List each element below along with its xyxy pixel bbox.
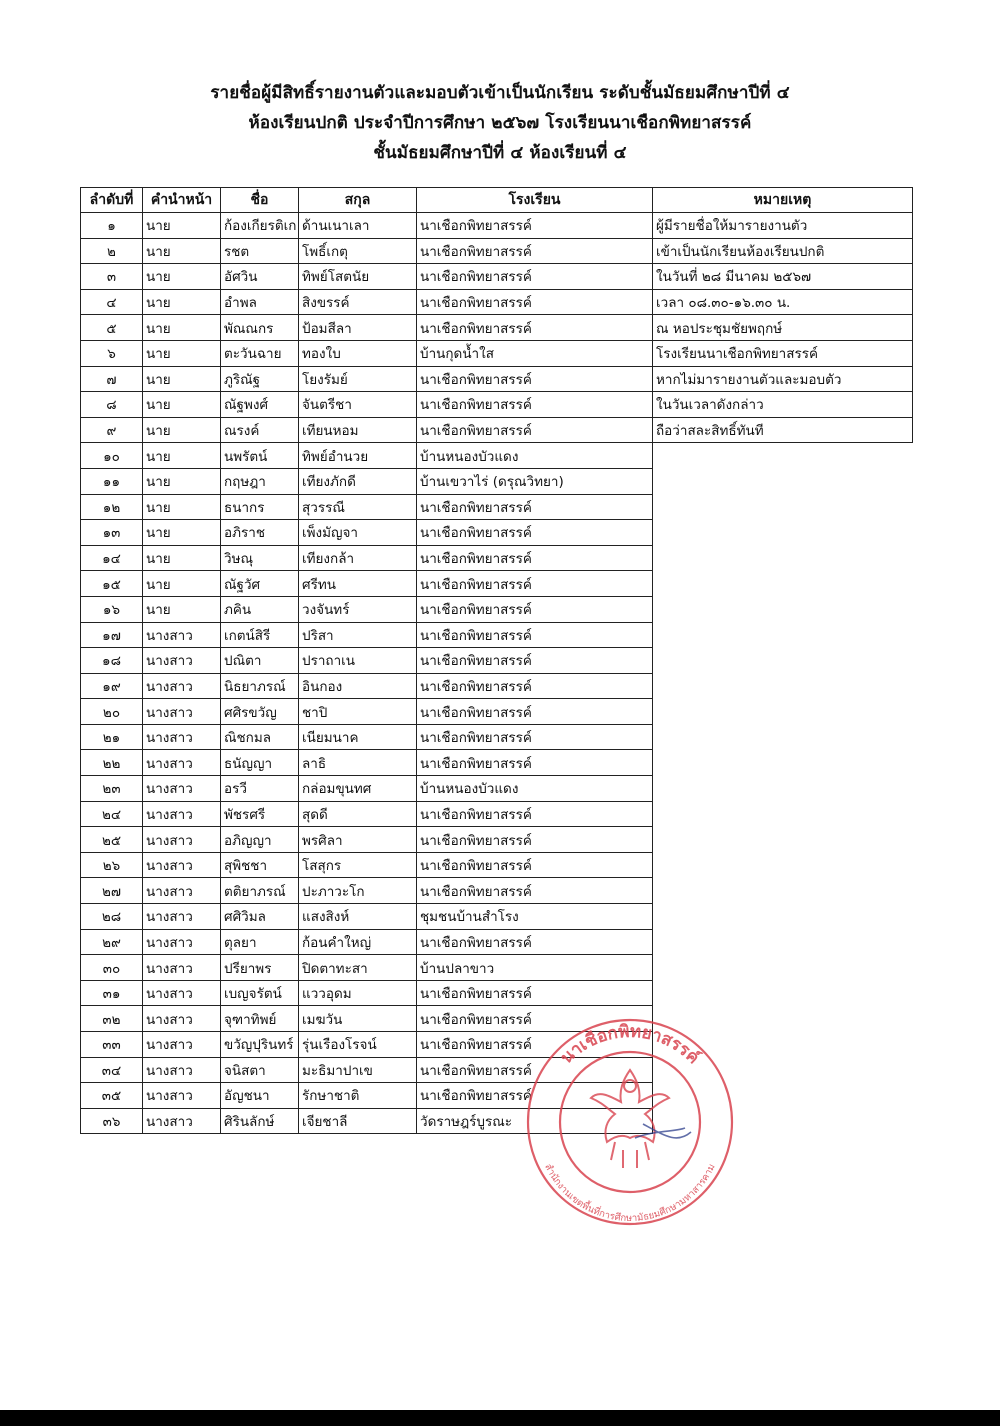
cell-school: นาเชือกพิทยาสรรค์ — [417, 315, 653, 341]
cell-last-name: เทียงภักดี — [299, 468, 417, 494]
cell-first-name: ตะวันฉาย — [221, 340, 299, 366]
table-row — [81, 852, 913, 878]
cell-first-name: อรวี — [221, 776, 299, 802]
cell-school: นาเชือกพิทยาสรรค์ — [417, 366, 653, 392]
cell-school: นาเชือกพิทยาสรรค์ — [417, 571, 653, 597]
cell-last-name: ป้อมสีลา — [299, 315, 417, 341]
cell-school: ชุมชนบ้านสำโรง — [417, 904, 653, 930]
student-roster-table — [80, 187, 913, 1134]
note-line: เข้าเป็นนักเรียนห้องเรียนปกติ — [653, 238, 913, 264]
cell-school: นาเชือกพิทยาสรรค์ — [417, 1006, 653, 1032]
cell-first-name: ธนัญญา — [221, 750, 299, 776]
cell-last-name: ทองใบ — [299, 340, 417, 366]
cell-first-name: ธนากร — [221, 494, 299, 520]
cell-no: ๖ — [81, 340, 143, 366]
table-row — [81, 1032, 913, 1058]
cell-school: นาเชือกพิทยาสรรค์ — [417, 724, 653, 750]
cell-school: นาเชือกพิทยาสรรค์ — [417, 1057, 653, 1083]
cell-last-name: ศรีทน — [299, 571, 417, 597]
cell-no: ๑ — [81, 213, 143, 239]
cell-last-name: สุดดี — [299, 801, 417, 827]
table-row — [81, 520, 913, 546]
cell-last-name: ลาธิ — [299, 750, 417, 776]
note-empty-cell — [653, 648, 913, 674]
cell-last-name: รุ่นเรืองโรจน์ — [299, 1032, 417, 1058]
table-row — [81, 673, 913, 699]
cell-no: ๓๒ — [81, 1006, 143, 1032]
cell-last-name: วงจันทร์ — [299, 596, 417, 622]
cell-no: ๑๒ — [81, 494, 143, 520]
cell-last-name: จันตรีชา — [299, 392, 417, 418]
cell-no: ๒๖ — [81, 852, 143, 878]
cell-no: ๙ — [81, 417, 143, 443]
cell-no: ๑๙ — [81, 673, 143, 699]
table-row — [81, 1083, 913, 1109]
cell-last-name: ด้านเนาเลา — [299, 213, 417, 239]
cell-school: บ้านหนองบัวแดง — [417, 776, 653, 802]
note-empty-cell — [653, 801, 913, 827]
note-empty-cell — [653, 468, 913, 494]
note-empty-cell — [653, 955, 913, 981]
cell-no: ๒๙ — [81, 929, 143, 955]
cell-school: นาเชือกพิทยาสรรค์ — [417, 801, 653, 827]
cell-school: นาเชือกพิทยาสรรค์ — [417, 596, 653, 622]
cell-first-name: เกตน์สิรี — [221, 622, 299, 648]
cell-prefix: นางสาว — [143, 1083, 221, 1109]
note-empty-cell — [653, 776, 913, 802]
cell-no: ๓๔ — [81, 1057, 143, 1083]
cell-last-name: กล่อมขุนทศ — [299, 776, 417, 802]
cell-first-name: ปรียาพร — [221, 955, 299, 981]
note-empty-cell — [653, 520, 913, 546]
cell-no: ๓๕ — [81, 1083, 143, 1109]
cell-last-name: รักษาชาติ — [299, 1083, 417, 1109]
header-note: หมายเหตุ — [653, 188, 913, 213]
cell-prefix: นางสาว — [143, 801, 221, 827]
cell-no: ๒๐ — [81, 699, 143, 725]
cell-no: ๘ — [81, 392, 143, 418]
cell-last-name: โสสุกร — [299, 852, 417, 878]
cell-no: ๓๓ — [81, 1032, 143, 1058]
cell-last-name: เพ็งมัญจา — [299, 520, 417, 546]
cell-prefix: นางสาว — [143, 1108, 221, 1134]
cell-last-name: แววอุดม — [299, 980, 417, 1006]
cell-school: นาเชือกพิทยาสรรค์ — [417, 750, 653, 776]
cell-prefix: นาย — [143, 494, 221, 520]
cell-prefix: นาย — [143, 264, 221, 290]
cell-no: ๔ — [81, 289, 143, 315]
cell-prefix: นางสาว — [143, 827, 221, 853]
table-row — [81, 776, 913, 802]
cell-prefix: นาย — [143, 596, 221, 622]
cell-no: ๒๗ — [81, 878, 143, 904]
cell-no: ๒๑ — [81, 724, 143, 750]
note-empty-cell — [653, 904, 913, 930]
cell-first-name: ศศิรขวัญ — [221, 699, 299, 725]
cell-prefix: นาย — [143, 468, 221, 494]
cell-prefix: นางสาว — [143, 1057, 221, 1083]
cell-first-name: ก้องเกียรติเก — [221, 213, 299, 239]
title-line-2: ห้องเรียนปกติ ประจำปีการศึกษา ๒๕๖๗ โรงเรียนนาเชือกพิทยาสรรค์ — [248, 113, 752, 133]
garuda-emblem-icon — [591, 1070, 669, 1168]
table-row — [81, 289, 913, 315]
cell-prefix: นางสาว — [143, 750, 221, 776]
table-row — [81, 443, 913, 469]
cell-no: ๓๐ — [81, 955, 143, 981]
cell-last-name: ทิพย์โสตนัย — [299, 264, 417, 290]
cell-last-name: สุวรรณี — [299, 494, 417, 520]
note-empty-cell — [653, 929, 913, 955]
cell-no: ๒๓ — [81, 776, 143, 802]
cell-first-name: ณรงค์ — [221, 417, 299, 443]
cell-last-name: โยงรัมย์ — [299, 366, 417, 392]
table-row — [81, 1006, 913, 1032]
cell-prefix: นาย — [143, 366, 221, 392]
cell-school: นาเชือกพิทยาสรรค์ — [417, 622, 653, 648]
cell-school: บ้านหนองบัวแดง — [417, 443, 653, 469]
cell-first-name: กฤษฎา — [221, 468, 299, 494]
note-line: ในวันเวลาดังกล่าว — [653, 392, 913, 418]
cell-first-name: สุพิชชา — [221, 852, 299, 878]
note-line: โรงเรียนนาเชือกพิทยาสรรค์ — [653, 340, 913, 366]
cell-school: นาเชือกพิทยาสรรค์ — [417, 213, 653, 239]
cell-no: ๓๑ — [81, 980, 143, 1006]
cell-prefix: นาย — [143, 392, 221, 418]
note-empty-cell — [653, 443, 913, 469]
cell-prefix: นางสาว — [143, 955, 221, 981]
table-row — [81, 238, 913, 264]
cell-no: ๑๗ — [81, 622, 143, 648]
cell-last-name: ปริสา — [299, 622, 417, 648]
cell-school: นาเชือกพิทยาสรรค์ — [417, 699, 653, 725]
cell-prefix: นางสาว — [143, 699, 221, 725]
cell-no: ๓๖ — [81, 1108, 143, 1134]
note-line: ในวันที่ ๒๘ มีนาคม ๒๕๖๗ — [653, 264, 913, 290]
cell-no: ๑๘ — [81, 648, 143, 674]
cell-last-name: ก้อนคำใหญ่ — [299, 929, 417, 955]
cell-no: ๓ — [81, 264, 143, 290]
cell-first-name: ตติยาภรณ์ — [221, 878, 299, 904]
cell-first-name: เบญจรัตน์ — [221, 980, 299, 1006]
cell-last-name: ชาปิ — [299, 699, 417, 725]
cell-first-name: ณิชกมล — [221, 724, 299, 750]
cell-last-name: เทียงกล้า — [299, 545, 417, 571]
cell-school: นาเชือกพิทยาสรรค์ — [417, 980, 653, 1006]
note-empty-cell — [653, 827, 913, 853]
cell-school: วัดราษฎร์บูรณะ — [417, 1108, 653, 1134]
cell-first-name: ภคิน — [221, 596, 299, 622]
cell-school: นาเชือกพิทยาสรรค์ — [417, 878, 653, 904]
cell-last-name: เทียนหอม — [299, 417, 417, 443]
cell-school: นาเชือกพิทยาสรรค์ — [417, 929, 653, 955]
cell-prefix: นางสาว — [143, 980, 221, 1006]
school-seal-stamp — [515, 1010, 745, 1230]
cell-prefix: นางสาว — [143, 1006, 221, 1032]
cell-first-name: อัศวิน — [221, 264, 299, 290]
table-row — [81, 366, 913, 392]
cell-first-name: รชต — [221, 238, 299, 264]
cell-school: นาเชือกพิทยาสรรค์ — [417, 520, 653, 546]
cell-prefix: นาย — [143, 315, 221, 341]
cell-prefix: นาย — [143, 545, 221, 571]
table-row — [81, 622, 913, 648]
cell-prefix: นาย — [143, 443, 221, 469]
cell-last-name: ทิพย์อำนวย — [299, 443, 417, 469]
cell-school: บ้านกุดน้ำใส — [417, 340, 653, 366]
note-line: ณ หอประชุมชัยพฤกษ์ — [653, 315, 913, 341]
table-header-row — [81, 188, 913, 213]
table-row — [81, 417, 913, 443]
note-empty-cell — [653, 699, 913, 725]
cell-first-name: อภิญญา — [221, 827, 299, 853]
table-row — [81, 801, 913, 827]
bottom-scan-bar — [0, 1410, 1000, 1426]
cell-no: ๕ — [81, 315, 143, 341]
note-line: ผู้มีรายชื่อให้มารายงานตัว — [653, 213, 913, 239]
table-row — [81, 545, 913, 571]
note-empty-cell — [653, 750, 913, 776]
cell-no: ๑๕ — [81, 571, 143, 597]
cell-first-name: วิษณุ — [221, 545, 299, 571]
title-line-1: รายชื่อผู้มีสิทธิ์รายงานตัวและมอบตัวเข้าเป็นนักเรียน ระดับชั้นมัธยมศึกษาปีที่ ๔ — [210, 83, 790, 103]
table-row — [81, 392, 913, 418]
note-empty-cell — [653, 724, 913, 750]
header-no: ลำดับที่ — [81, 188, 143, 213]
cell-prefix: นางสาว — [143, 622, 221, 648]
cell-no: ๗ — [81, 366, 143, 392]
note-empty-cell — [653, 673, 913, 699]
cell-school: นาเชือกพิทยาสรรค์ — [417, 1032, 653, 1058]
table-row — [81, 264, 913, 290]
cell-prefix: นาย — [143, 417, 221, 443]
seal-text-bottom: สำนักงานเขตพื้นที่การศึกษามัธยมศึกษามหาสารคาม — [542, 1162, 718, 1225]
table-row — [81, 827, 913, 853]
cell-no: ๒ — [81, 238, 143, 264]
cell-last-name: แสงสิงห์ — [299, 904, 417, 930]
table-row — [81, 494, 913, 520]
cell-no: ๑๔ — [81, 545, 143, 571]
cell-no: ๑๖ — [81, 596, 143, 622]
cell-first-name: พัณณกร — [221, 315, 299, 341]
cell-prefix: นาย — [143, 213, 221, 239]
cell-last-name: ปราถาเน — [299, 648, 417, 674]
table-row — [81, 315, 913, 341]
cell-first-name: ภูริณัฐ — [221, 366, 299, 392]
table-row — [81, 929, 913, 955]
cell-school: นาเชือกพิทยาสรรค์ — [417, 264, 653, 290]
cell-first-name: อัญชนา — [221, 1083, 299, 1109]
table-row — [81, 724, 913, 750]
header-prefix: คำนำหน้า — [143, 188, 221, 213]
cell-school: นาเชือกพิทยาสรรค์ — [417, 827, 653, 853]
cell-first-name: ตุลยา — [221, 929, 299, 955]
cell-first-name: พัชรศรี — [221, 801, 299, 827]
cell-first-name: จุฑาทิพย์ — [221, 1006, 299, 1032]
cell-no: ๒๘ — [81, 904, 143, 930]
cell-no: ๑๑ — [81, 468, 143, 494]
cell-school: นาเชือกพิทยาสรรค์ — [417, 1083, 653, 1109]
cell-school: นาเชือกพิทยาสรรค์ — [417, 673, 653, 699]
cell-prefix: นาย — [143, 289, 221, 315]
cell-last-name: มะธิมาปาเข — [299, 1057, 417, 1083]
header-school: โรงเรียน — [417, 188, 653, 213]
cell-school: นาเชือกพิทยาสรรค์ — [417, 852, 653, 878]
document-title — [0, 78, 1000, 168]
table-row — [81, 955, 913, 981]
seal-text-top: นาเชือกพิทยาสรรค์ — [556, 1021, 704, 1069]
table-row — [81, 468, 913, 494]
table-row — [81, 648, 913, 674]
header-first-name: ชื่อ — [221, 188, 299, 213]
note-empty-cell — [653, 571, 913, 597]
table-row — [81, 596, 913, 622]
cell-school: บ้านเขวาไร่ (ดรุณวิทยา) — [417, 468, 653, 494]
cell-school: นาเชือกพิทยาสรรค์ — [417, 545, 653, 571]
table-row — [81, 699, 913, 725]
cell-prefix: นาย — [143, 520, 221, 546]
cell-last-name: เจียชาลี — [299, 1108, 417, 1134]
title-line-3: ชั้นมัธยมศึกษาปีที่ ๔ ห้องเรียนที่ ๔ — [373, 143, 627, 163]
table-row — [81, 878, 913, 904]
cell-first-name: ศศิวิมล — [221, 904, 299, 930]
cell-no: ๑๐ — [81, 443, 143, 469]
cell-prefix: นางสาว — [143, 776, 221, 802]
cell-prefix: นางสาว — [143, 724, 221, 750]
cell-school: นาเชือกพิทยาสรรค์ — [417, 238, 653, 264]
table-row — [81, 980, 913, 1006]
cell-no: ๒๕ — [81, 827, 143, 853]
cell-first-name: นิธยาภรณ์ — [221, 673, 299, 699]
note-empty-cell — [653, 980, 913, 1006]
cell-last-name: สิงขรรค์ — [299, 289, 417, 315]
note-empty-cell — [653, 545, 913, 571]
note-empty-cell — [653, 622, 913, 648]
signature-icon — [635, 1124, 691, 1138]
cell-no: ๒๒ — [81, 750, 143, 776]
note-empty-cell — [653, 852, 913, 878]
cell-last-name: ปะภาวะโก — [299, 878, 417, 904]
cell-first-name: ณัฐพงศ์ — [221, 392, 299, 418]
cell-first-name: อภิราช — [221, 520, 299, 546]
cell-school: นาเชือกพิทยาสรรค์ — [417, 289, 653, 315]
cell-prefix: นางสาว — [143, 1032, 221, 1058]
table-row — [81, 1108, 913, 1134]
table-row — [81, 213, 913, 239]
cell-last-name: เมฆวัน — [299, 1006, 417, 1032]
cell-last-name: ปิดตาทะสา — [299, 955, 417, 981]
cell-first-name: อำพล — [221, 289, 299, 315]
cell-prefix: นาย — [143, 340, 221, 366]
note-empty-cell — [653, 494, 913, 520]
note-line: หากไม่มารายงานตัวและมอบตัว — [653, 366, 913, 392]
cell-first-name: นพรัตน์ — [221, 443, 299, 469]
table-row — [81, 340, 913, 366]
cell-school: นาเชือกพิทยาสรรค์ — [417, 417, 653, 443]
cell-prefix: นางสาว — [143, 904, 221, 930]
cell-no: ๑๓ — [81, 520, 143, 546]
cell-prefix: นาย — [143, 571, 221, 597]
note-empty-cell — [653, 878, 913, 904]
cell-last-name: เนียมนาค — [299, 724, 417, 750]
note-empty-cell — [653, 596, 913, 622]
cell-prefix: นางสาว — [143, 673, 221, 699]
cell-last-name: โพธิ์เกตุ — [299, 238, 417, 264]
cell-no: ๒๔ — [81, 801, 143, 827]
cell-first-name: ศิรินลักษ์ — [221, 1108, 299, 1134]
cell-prefix: นางสาว — [143, 878, 221, 904]
cell-prefix: นางสาว — [143, 929, 221, 955]
note-line: ถือว่าสละสิทธิ์ทันที — [653, 417, 913, 443]
table-row — [81, 571, 913, 597]
cell-first-name: ณัฐวัศ — [221, 571, 299, 597]
header-last-name: สกุล — [299, 188, 417, 213]
cell-school: นาเชือกพิทยาสรรค์ — [417, 494, 653, 520]
cell-school: บ้านปลาขาว — [417, 955, 653, 981]
cell-first-name: จนิสตา — [221, 1057, 299, 1083]
cell-school: นาเชือกพิทยาสรรค์ — [417, 392, 653, 418]
cell-prefix: นางสาว — [143, 852, 221, 878]
table-row — [81, 750, 913, 776]
cell-first-name: ขวัญปุรินทร์ — [221, 1032, 299, 1058]
cell-school: นาเชือกพิทยาสรรค์ — [417, 648, 653, 674]
cell-last-name: อินกอง — [299, 673, 417, 699]
cell-last-name: พรศิลา — [299, 827, 417, 853]
table-row — [81, 904, 913, 930]
note-line: เวลา ๐๘.๓๐-๑๖.๓๐ น. — [653, 289, 913, 315]
svg-text:นาเชือกพิทยาสรรค์ — [557, 1022, 704, 1068]
cell-first-name: ปณิตา — [221, 648, 299, 674]
cell-prefix: นาย — [143, 238, 221, 264]
table-row — [81, 1057, 913, 1083]
cell-prefix: นางสาว — [143, 648, 221, 674]
